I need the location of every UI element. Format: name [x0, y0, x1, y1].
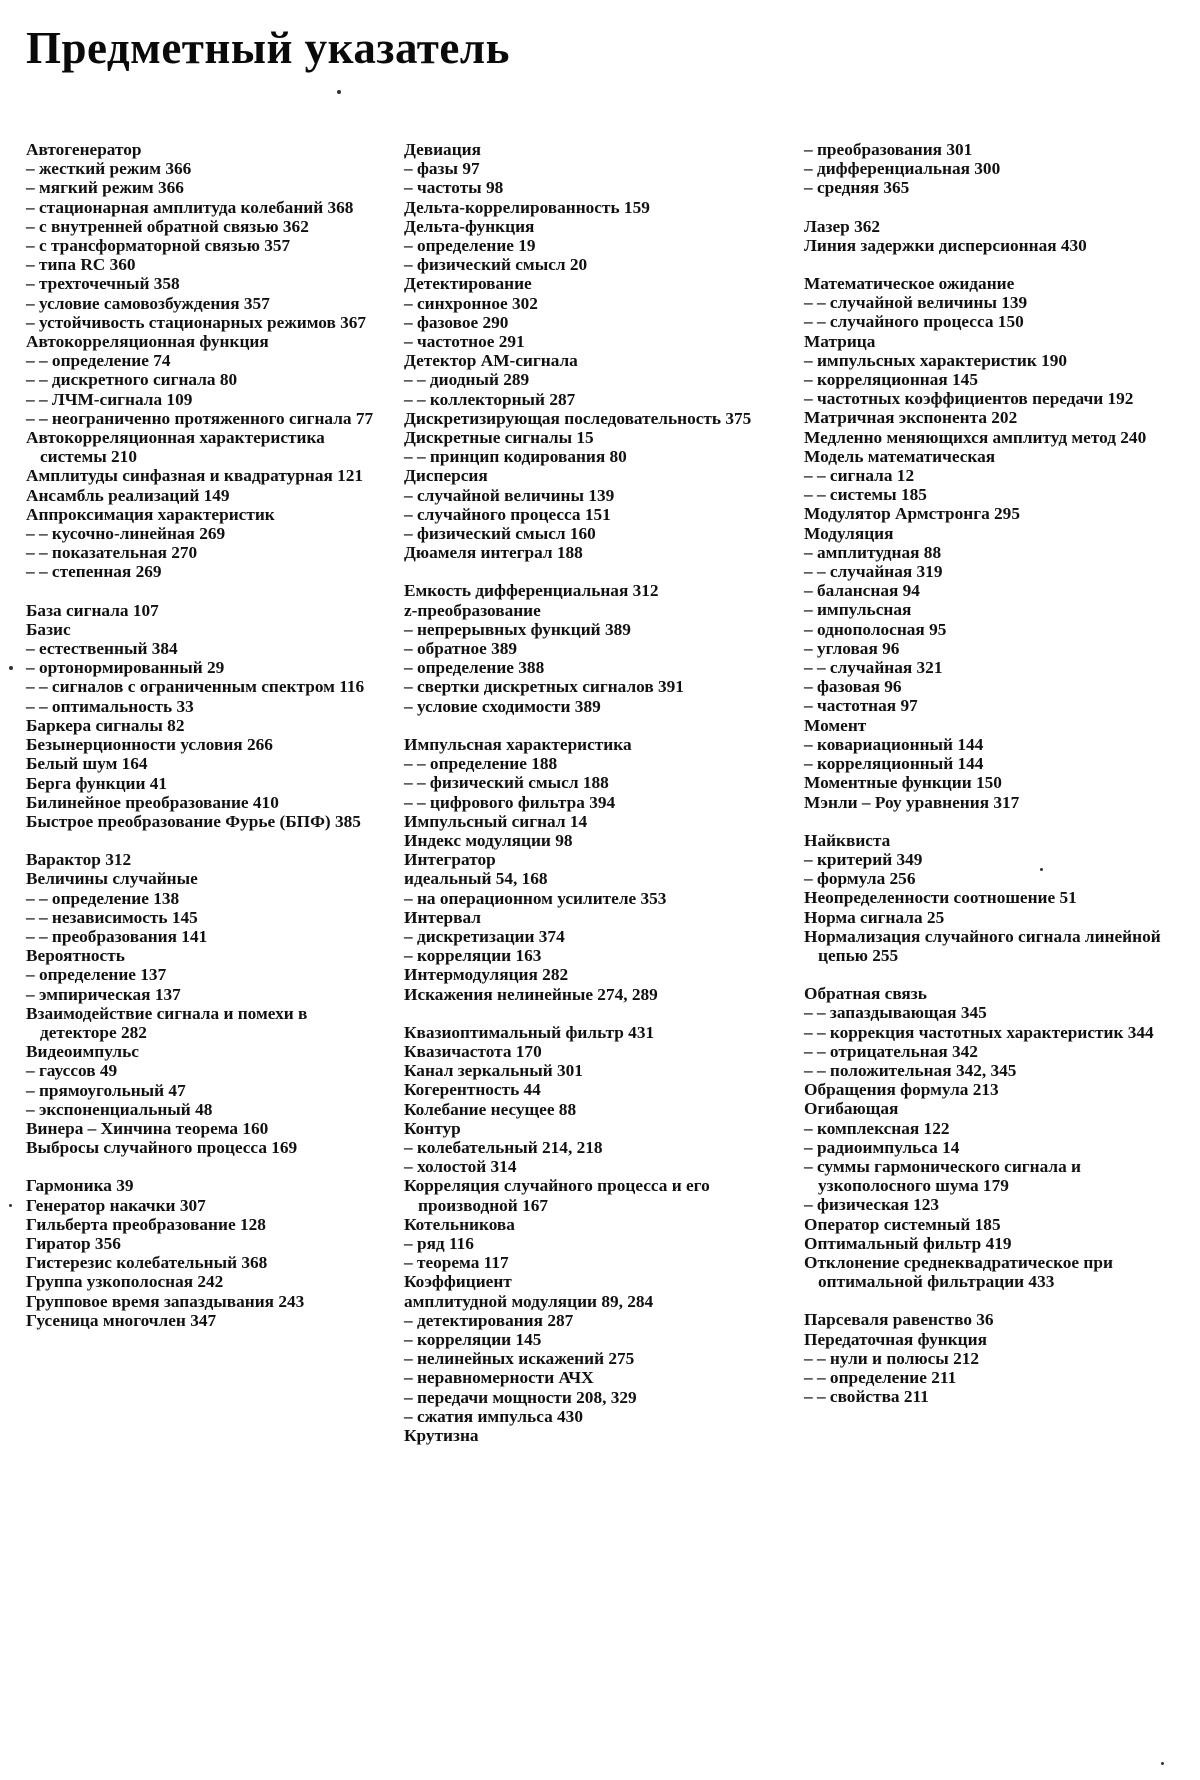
index-entry: Когерентность 44: [404, 1080, 541, 1100]
index-entry: – детектирования 287: [404, 1310, 574, 1330]
index-entry: – – положительная 342, 345: [804, 1060, 1017, 1080]
index-entry: Медленно меняющихся амплитуд метод 240: [804, 427, 1147, 447]
index-entry: – сжатия импульса 430: [404, 1406, 583, 1426]
index-entry: Взаимодействие сигнала и помехи в детекторе 282: [26, 1003, 308, 1042]
index-entry: Колебание несущее 88: [404, 1099, 577, 1119]
index-entry: – частоты 98: [404, 178, 504, 198]
index-entry: Интегратор: [404, 850, 496, 870]
index-gap: [404, 1004, 764, 1023]
index-entry: Мэнли – Роу уравнения 317: [804, 792, 1020, 812]
index-entry: Белый шум 164: [26, 754, 148, 774]
index-entry: – определение 19: [404, 236, 536, 256]
index-entry: – – коррекция частотных характеристик 344: [804, 1022, 1154, 1042]
index-entry: Варактор 312: [26, 850, 132, 870]
index-entry: – естественный 384: [26, 639, 178, 659]
index-entry: Огибающая: [804, 1099, 899, 1119]
index-entry: Безынерционности условия 266: [26, 735, 273, 755]
index-entry: – дифференциальная 300: [804, 159, 1001, 179]
index-entry: Автокорреляционная характеристика системы 210: [26, 428, 325, 467]
index-entry: – колебательный 214, 218: [404, 1137, 603, 1157]
index-entry: Парсеваля равенство 36: [804, 1310, 994, 1330]
index-entry: Крутизна: [404, 1426, 479, 1445]
index-gap: [804, 1291, 1174, 1310]
index-entry: Дискретные сигналы 15: [404, 428, 594, 448]
index-entry: – радиоимпульса 14: [804, 1137, 960, 1157]
index-entry: Быстрое преобразование Фурье (БПФ) 385: [26, 811, 361, 831]
index-entry: – свертки дискретных сигналов 391: [404, 677, 684, 697]
index-gap: [804, 255, 1174, 274]
index-entry: – угловая 96: [804, 638, 900, 658]
index-entry: – – принцип кодирования 80: [404, 447, 627, 467]
index-entry: – частотная 97: [804, 696, 918, 716]
index-entry: идеальный 54, 168: [404, 869, 548, 889]
index-entry: – – коллекторный 287: [404, 389, 576, 409]
index-entry: – – диодный 289: [404, 370, 530, 390]
index-entry: Видеоимпульс: [26, 1042, 139, 1062]
index-entry: – корреляции 163: [404, 946, 542, 966]
index-entry: – – случайная 319: [804, 562, 943, 582]
index-entry: – с трансформаторной связью 357: [26, 236, 291, 256]
index-entry: – корреляционный 144: [804, 754, 984, 774]
index-entry: – – кусочно-линейная 269: [26, 524, 226, 544]
index-entry: Дельта-коррелированность 159: [404, 197, 650, 217]
index-entry: – – определение 74: [26, 351, 171, 371]
index-entry: – синхронное 302: [404, 293, 538, 313]
scan-speck: [9, 666, 13, 670]
index-entry: Амплитуды синфазная и квадратурная 121: [26, 466, 364, 486]
index-entry: Модель математическая: [804, 446, 996, 466]
index-entry: – – запаздывающая 345: [804, 1003, 987, 1023]
index-entry: Дисперсия: [404, 466, 488, 486]
index-entry: Коэффициент: [404, 1272, 512, 1292]
index-entry: Групповое время запаздывания 243: [26, 1291, 305, 1311]
index-entry: Гистерезис колебательный 368: [26, 1253, 268, 1273]
index-column-1: [26, 140, 386, 1330]
index-entry: – – определение 138: [26, 888, 180, 908]
index-entry: Найквиста: [804, 830, 891, 850]
index-gap: [804, 965, 1174, 984]
index-entry: – – случайной величины 139: [804, 293, 1028, 313]
index-entry: – комплексная 122: [804, 1118, 950, 1138]
index-entry: Билинейное преобразование 410: [26, 792, 279, 812]
index-entry: – фазы 97: [404, 159, 480, 179]
index-entry: – определение 137: [26, 965, 167, 985]
index-entry: – преобразования 301: [804, 140, 973, 159]
index-entry: – физический смысл 20: [404, 255, 588, 275]
index-entry: – балансная 94: [804, 581, 920, 601]
index-entry: – – отрицательная 342: [804, 1041, 978, 1061]
index-entry: Дискретизирующая последовательность 375: [404, 408, 752, 428]
index-entry: – с внутренней обратной связью 362: [26, 216, 309, 236]
index-entry: – – неограниченно протяженного сигнала 77: [26, 408, 374, 428]
index-entry: Котельникова: [404, 1214, 515, 1234]
index-entry: Генератор накачки 307: [26, 1195, 206, 1215]
index-column-2: [404, 140, 764, 1445]
index-entry: – экспоненциальный 48: [26, 1099, 213, 1119]
index-entry: – ортонормированный 29: [26, 658, 225, 678]
index-entry: – – сигналов с ограниченным спектром 116: [26, 677, 365, 697]
index-entry: Оптимальный фильтр 419: [804, 1233, 1012, 1253]
index-entry: Дюамеля интеграл 188: [404, 543, 583, 563]
index-entry: Индекс модуляции 98: [404, 830, 573, 850]
index-entry: Математическое ожидание: [804, 274, 1015, 294]
index-entry: Модуляция: [804, 523, 894, 543]
index-entry: Импульсный сигнал 14: [404, 811, 588, 831]
index-entry: Выбросы случайного процесса 169: [26, 1138, 298, 1158]
index-entry: Баркера сигналы 82: [26, 715, 185, 735]
index-entry: – жесткий режим 366: [26, 159, 192, 179]
index-entry: Нормализация случайного сигнала линейной цепью 255: [804, 926, 1161, 965]
index-entry: – – определение 211: [804, 1367, 957, 1387]
index-entry: – – свойства 211: [804, 1387, 929, 1407]
index-entry: – – степенная 269: [26, 562, 162, 582]
index-entry: – устойчивость стационарных режимов 367: [26, 312, 367, 332]
index-entry: – – преобразования 141: [26, 926, 208, 946]
index-entry: Обращения формула 213: [804, 1080, 999, 1100]
index-entry: Величины случайные: [26, 869, 198, 889]
index-gap: [804, 198, 1174, 217]
index-entry: – физическая 123: [804, 1195, 940, 1215]
index-entry: Корреляция случайного процесса и его производной 167: [404, 1176, 710, 1215]
index-entry: – неравномерности АЧХ: [404, 1368, 594, 1388]
index-entry: – формула 256: [804, 869, 916, 889]
index-entry: – амплитудная 88: [804, 542, 942, 562]
index-entry: – условие сходимости 389: [404, 696, 601, 716]
index-entry: – стационарная амплитуда колебаний 368: [26, 197, 354, 217]
index-entry: – суммы гармонического сигнала и узкополосного шума 179: [804, 1156, 1081, 1196]
index-entry: Квазиоптимальный фильтр 431: [404, 1022, 655, 1042]
index-entry: Матрица: [804, 331, 876, 351]
index-gap: [804, 812, 1174, 831]
index-entry: – – случайного процесса 150: [804, 312, 1024, 332]
index-entry: – прямоугольный 47: [26, 1080, 186, 1100]
index-entry: Гусеница многочлен 347: [26, 1310, 217, 1330]
index-entry: Детектирование: [404, 274, 532, 294]
index-entry: – случайной величины 139: [404, 485, 615, 505]
page-title: Предметный указатель: [26, 23, 510, 73]
index-entry: – типа RC 360: [26, 255, 136, 275]
index-entry: Автогенератор: [26, 140, 142, 159]
index-entry: – определение 388: [404, 658, 545, 678]
index-entry: Аппроксимация характеристик: [26, 504, 275, 524]
index-entry: – физический смысл 160: [404, 524, 596, 544]
index-entry: Моментные функции 150: [804, 773, 1002, 793]
index-entry: Группа узкополосная 242: [26, 1272, 224, 1292]
index-entry: – – физический смысл 188: [404, 773, 609, 793]
index-entry: – критерий 349: [804, 849, 923, 869]
index-entry: – средняя 365: [804, 178, 910, 198]
index-column-3: [804, 140, 1174, 1406]
index-entry: Детектор АМ-сигнала: [404, 351, 578, 371]
index-entry: Импульсная характеристика: [404, 734, 632, 754]
index-entry: – – оптимальность 33: [26, 696, 194, 716]
index-entry: – эмпирическая 137: [26, 984, 181, 1004]
index-entry: Интервал: [404, 907, 481, 927]
scan-speck: [1161, 1762, 1164, 1765]
index-entry: – – дискретного сигнала 80: [26, 370, 238, 390]
index-entry: – обратное 389: [404, 639, 518, 659]
index-entry: Передаточная функция: [804, 1329, 987, 1349]
index-entry: – нелинейных искажений 275: [404, 1349, 635, 1369]
index-entry: Вероятность: [26, 946, 125, 966]
index-entry: амплитудной модуляции 89, 284: [404, 1291, 654, 1311]
index-entry: – импульсная: [804, 600, 912, 620]
index-entry: – дискретизации 374: [404, 926, 565, 946]
index-entry: – теорема 117: [404, 1253, 509, 1273]
index-entry: – – ЛЧМ-сигнала 109: [26, 389, 193, 409]
index-gap: [404, 562, 764, 581]
index-entry: Модулятор Армстронга 295: [804, 504, 1020, 524]
index-entry: База сигнала 107: [26, 600, 159, 620]
index-entry: – частотное 291: [404, 332, 525, 352]
index-entry: Гармоника 39: [26, 1176, 134, 1196]
scan-speck: [1040, 868, 1043, 871]
index-entry: Искажения нелинейные 274, 289: [404, 984, 658, 1004]
index-entry: – непрерывных функций 389: [404, 619, 631, 639]
index-gap: [404, 716, 764, 735]
index-entry: Контур: [404, 1118, 461, 1138]
index-entry: Матричная экспонента 202: [804, 408, 1018, 428]
index-entry: – импульсных характеристик 190: [804, 350, 1068, 370]
index-entry: Норма сигнала 25: [804, 907, 945, 927]
index-entry: Берга функции 41: [26, 773, 168, 793]
index-entry: Обратная связь: [804, 984, 927, 1004]
index-entry: Неопределенности соотношение 51: [804, 888, 1077, 908]
index-entry: – – случайная 321: [804, 658, 943, 678]
index-entry: Квазичастота 170: [404, 1041, 542, 1061]
index-entry: – гауссов 49: [26, 1061, 118, 1081]
index-entry: Автокорреляционная функция: [26, 332, 269, 352]
index-entry: – – нули и полюсы 212: [804, 1348, 980, 1368]
index-gap: [26, 1157, 386, 1176]
index-entry: – – показательная 270: [26, 543, 198, 563]
index-entry: Дельта-функция: [404, 216, 535, 236]
index-entry: Ансамбль реализаций 149: [26, 485, 230, 505]
index-gap: [26, 831, 386, 850]
index-entry: Емкость дифференциальная 312: [404, 581, 659, 601]
index-entry: – условие самовозбуждения 357: [26, 293, 270, 313]
scan-speck: [337, 90, 341, 94]
index-entry: – – независимость 145: [26, 907, 198, 927]
index-entry: – на операционном усилителе 353: [404, 888, 667, 908]
index-entry: Винера – Хинчина теорема 160: [26, 1118, 269, 1138]
index-entry: – – системы 185: [804, 485, 927, 505]
index-entry: Интермодуляция 282: [404, 965, 569, 985]
index-entry: Гильберта преобразование 128: [26, 1214, 266, 1234]
index-entry: Момент: [804, 715, 867, 735]
index-entry: Базис: [26, 619, 71, 639]
index-entry: Отклонение среднеквадратическое при оптимальной фильтрации 433: [804, 1252, 1113, 1292]
index-gap: [26, 582, 386, 601]
index-entry: – случайного процесса 151: [404, 504, 611, 524]
index-entry: z-преобразование: [404, 600, 541, 620]
index-entry: – корреляционная 145: [804, 370, 978, 390]
index-entry: Лазер 362: [804, 216, 880, 236]
index-entry: Девиация: [404, 140, 481, 159]
index-entry: – ковариационный 144: [804, 734, 984, 754]
scan-speck: [9, 1204, 12, 1207]
index-entry: Гиратор 356: [26, 1233, 121, 1253]
index-entry: – корреляции 145: [404, 1329, 542, 1349]
index-entry: – трехточечный 358: [26, 274, 180, 294]
index-entry: Оператор системный 185: [804, 1214, 1001, 1234]
index-entry: – фазовое 290: [404, 312, 509, 332]
index-entry: – холостой 314: [404, 1157, 517, 1177]
index-entry: Канал зеркальный 301: [404, 1061, 583, 1081]
index-entry: – мягкий режим 366: [26, 178, 184, 198]
index-entry: – – сигнала 12: [804, 466, 915, 486]
index-entry: – – цифрового фильтра 394: [404, 792, 616, 812]
index-entry: – ряд 116: [404, 1233, 474, 1253]
index-entry: – фазовая 96: [804, 677, 902, 697]
index-entry: – – определение 188: [404, 754, 558, 774]
index-entry: Линия задержки дисперсионная 430: [804, 235, 1087, 255]
index-entry: – частотных коэффициентов передачи 192: [804, 389, 1134, 409]
index-entry: – передачи мощности 208, 329: [404, 1387, 637, 1407]
index-entry: – однополосная 95: [804, 619, 947, 639]
